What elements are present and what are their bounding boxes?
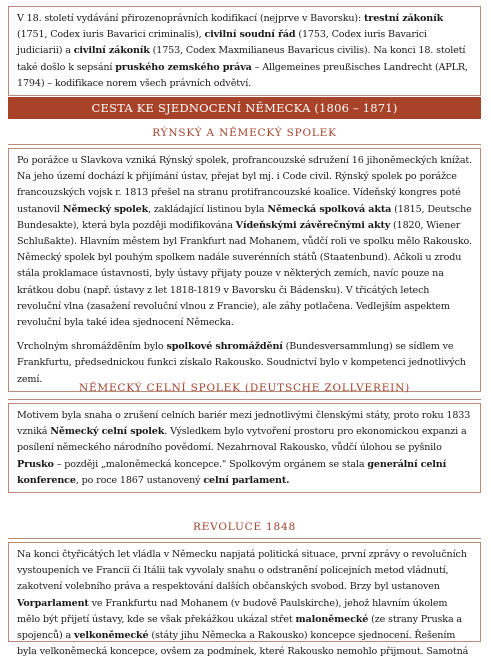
text-run: (1753, Codex iuris Bavarici judiciarii) a	[17, 29, 427, 57]
subheading-celni-spolek: NĚMECKÝ CELNÍ SPOLEK (DEUTSCHE ZOLLVEREIN)	[78, 382, 411, 394]
bold-term: pruského zemského práva	[115, 61, 252, 73]
revoluce-box	[8, 542, 481, 658]
text-run: (Bundesversammlung) se sídlem ve Frankfurtu, předsednickou funkci získalo Rakousko. Soudnictví bylo v kompetenci jednotlivých zemí.	[17, 341, 466, 385]
subheading-revoluce-1848: REVOLUCE 1848	[193, 521, 296, 533]
bold-term: civilní zákoník	[73, 45, 150, 57]
bold-term: maloněmecké	[295, 613, 369, 625]
celni-spolek-box	[8, 403, 481, 493]
section-banner: CESTA KE SJEDNOCENÍ NĚMECKA (1806 – 1871)	[8, 97, 481, 119]
text-run: (státy jihu Německa a Rakousko) koncepce sjednocení. Řešením byla velkoněmecká koncepce, ovšem za podmínek, které Rakousko nemohlo přijmout. Samotná	[17, 630, 469, 658]
rynsky-spolek-box	[8, 148, 481, 392]
text-run: V 18. století vydávání přirozenoprávních kodifikací (nejprve v Bavorsku):	[17, 13, 365, 24]
text-run: (1753, Codex Maxmilianeus Bavaricus civilis). Na konci 18. století také došlo k sepsání	[17, 45, 466, 73]
bold-term: Německý celní spolek	[50, 426, 165, 438]
divider	[8, 399, 481, 400]
text-run: Motivem byla snaha o zrušení celních bariér mezi jednotlivými členskými státy, proto roku 1833 vzniká	[17, 410, 471, 438]
divider	[8, 144, 481, 145]
text-run: (1820, Wiener Schlußakte). Hlavním městem byl Frankfurt nad Mohanem, vůdčí roli ve spolku mělo Rakousko. Německý spolek byl pouhým spolkem nadále suverénních států (Staatenbund). Ačkoli u zrodu stála proklamace ústavnosti, byly ústavy přijaty pouze v některých zemích, navíc pouze na krátkou dobu (např. ústavy z let 1818-1819 v Bavorsku či Bádensku). V třicátých letech revoluční vlna (zasažení revoluční vlnou z Francie), ale záhy potlačena. Vedlejším aspektem revoluční byla také idea sjednocení Německa.	[17, 219, 472, 329]
bold-term: spolkové shromáždění	[166, 341, 283, 353]
bold-term: Prusko	[17, 458, 54, 470]
text-run: Vrcholným shromážděním bylo	[17, 341, 167, 353]
text-run: Po porážce u Slavkova vzniká Rýnský spolek, profrancouzské sdružení 16 jihoněmeckých knížat. Na jeho území dochází k přijímání ústav, přejat byl mj. i Code civil. Rýnský spolek po porážce francouzských vojsk r. 1813 přešel na stranu protifrancouzské koalice. Vídeňský kongres poté ustanovil	[17, 155, 472, 215]
text-run: (1751, Codex iuris Bavarici criminalis),	[17, 29, 205, 41]
bold-term: velkoněmecké	[74, 630, 149, 642]
codification-box	[8, 6, 481, 96]
codification-paragraph	[17, 11, 472, 92]
bold-term: Vorparlament	[17, 597, 89, 609]
bold-term: civilní soudní řád	[204, 29, 296, 41]
rynsky-paragraph-1	[17, 153, 472, 331]
text-run: – Allgemeines preußisches Landrecht (APLR, 1794) – kodifikace norem všech právních odvětví.	[17, 61, 468, 89]
bold-term: generální celní konference	[17, 458, 447, 486]
text-run: , zakládající listinou byla	[148, 203, 268, 215]
zollverein-paragraph	[17, 408, 472, 489]
bold-term: Vídeňskými závěrečnými akty	[235, 219, 391, 231]
text-run: ve Frankfurtu nad Mohanem (v budově Paulskirche), jehož hlavním úkolem mělo být přijetí ústavy, kde se však překážkou ukázal střet	[17, 597, 448, 625]
revoluce-paragraph	[17, 547, 472, 660]
bold-term: trestní zákoník	[364, 13, 444, 24]
text-run: (ze strany Pruska a spojenců) a	[17, 613, 462, 642]
subheading-rynsky-spolek: RÝNSKÝ A NĚMECKÝ SPOLEK	[152, 127, 337, 139]
bold-term: celní parlament.	[203, 474, 290, 486]
bold-term: Německý spolek	[62, 203, 149, 215]
text-run: , po roce 1867 ustanovený	[75, 474, 204, 486]
text-run: Na konci čtyřicátých let vládla v Německu napjatá politická situace, první zprávy o revolučních vystoupeních ve Francii či Itálii tak vyvolaly snahu o odstranění policejních metod vládnutí, zakotvení volebního práva a respektování dalších občanských svobod. Brzy byl ustanoven	[17, 549, 467, 593]
text-run: . Výsledkem bylo vytvoření prostoru pro ekonomickou expanzi a posílení německého národního povědomí. Nezahrnoval Rakousko, vůdčí úlohou se pyšnilo	[17, 426, 467, 454]
divider	[8, 538, 481, 539]
bold-term: Německá spolková akta	[267, 203, 392, 215]
text-run: – později „maloněmecká koncepce." Spolkovým orgánem se stala	[53, 458, 368, 470]
text-run: (1815, Deutsche Bundesakte), která byla později modifikována	[17, 203, 472, 231]
